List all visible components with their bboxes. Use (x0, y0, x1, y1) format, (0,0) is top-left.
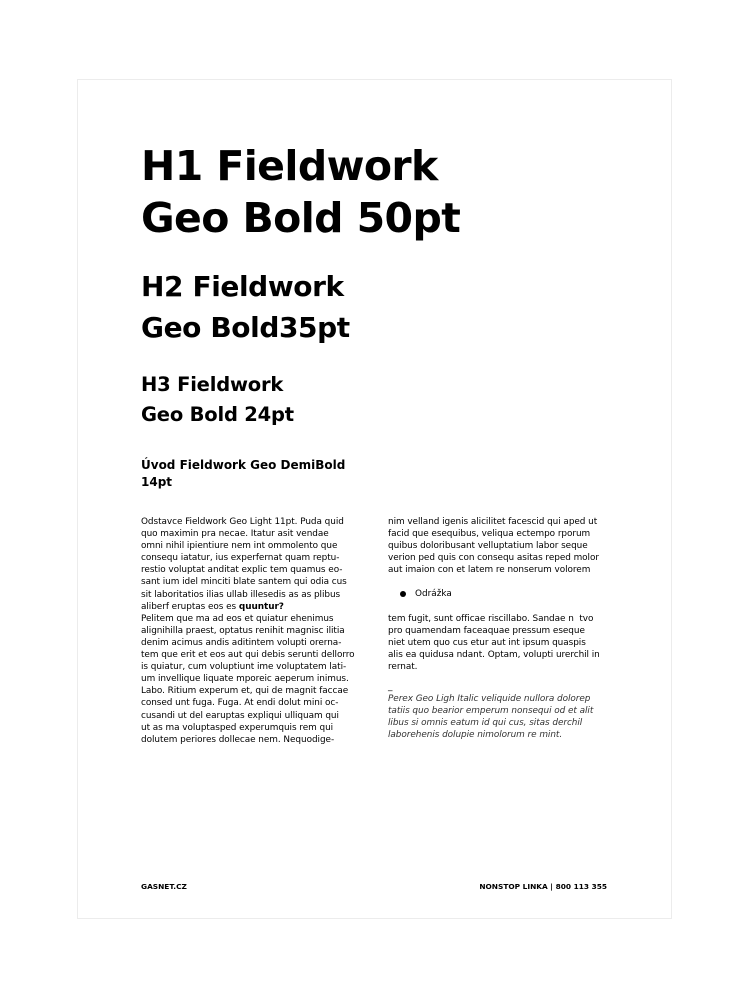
bullet-dot-icon (400, 591, 406, 597)
body-left-bold-text: quuntur? (238, 601, 284, 612)
heading-h2: H2 Fieldwork Geo Bold35pt (141, 270, 350, 344)
body-left-text-end: Pelitem que ma ad eos et quiatur ehenimus alignihilla praest, optatus renihit magnisc ilitia denim acimus andis aditintem volupti orerna- tem que erit et eos aut qui debis serunti dellorro is quiatur, cum voluptiunt ime voluptatem lati- um invellique liquate mporeic aeperum inimus. Labo. Ritium experum et, qui de magnit faccae consed unt fuga. Fuga. At endi dolut mini oc- cusandi ut del earuptas expliqui ulliquam qui ut as ma voluptasped experumquis rem qui dolutem periores dollecae nem. Nequodige- (141, 613, 355, 745)
body-left-column (141, 516, 371, 746)
bullet-list-item (400, 588, 600, 600)
heading-h3: H3 Fieldwork Geo Bold 24pt (141, 373, 294, 426)
perex-text: Perex Geo Ligh Italic veliquide nullora dolorep tatiis quo bearior emperum nonsequi od et alit libus si omnis eatum id qui cus, sitas derchil laborehenis dolupie nimolorum re mint. (388, 694, 594, 741)
heading-h1: H1 Fieldwork Geo Bold 50pt (141, 142, 461, 242)
intro-text: Úvod Fieldwork Geo DemiBold 14pt (141, 458, 346, 489)
body-right-column-bottom: tem fugit, sunt officae riscillabo. Sandae n tvo pro quamendam faceaquae pressum eseque niet utem quo cus etur aut int ipsum quaspis alis ea quidusa ndant. Optam, volupti urerchil in rernat. (388, 614, 600, 673)
footer-website: GASNET.CZ (141, 882, 187, 891)
document-page (77, 79, 672, 919)
perex-dash: _ (388, 682, 393, 692)
footer-hotline: NONSTOP LINKA | 800 113 355 (479, 882, 607, 891)
body-right-column-top: nim velland igenis alicilitet facescid qui aped ut facid que esequibus, veliqua ectempo rporum quibus doloribusant velluptatium labor seque verion ped quis con consequ asitas reped molor aut imaion con et latem re nonserum volorem (388, 517, 599, 576)
bullet-label: Odrážka (415, 589, 452, 599)
body-left-text-start: Odstavce Fieldwork Geo Light 11pt. Puda quid quo maximin pra necae. Itatur asit vendae omni nihil ipientiure nem int ommolento que consequ iatatur, ius experfernat quam reptu- restio voluptat anditat explic tem quamus eo- sant ium idel minciti blate santem qui odia cus sit laboritatios ilias ullab illesedis as as plibus aliberf eruptas eos es (141, 517, 347, 612)
